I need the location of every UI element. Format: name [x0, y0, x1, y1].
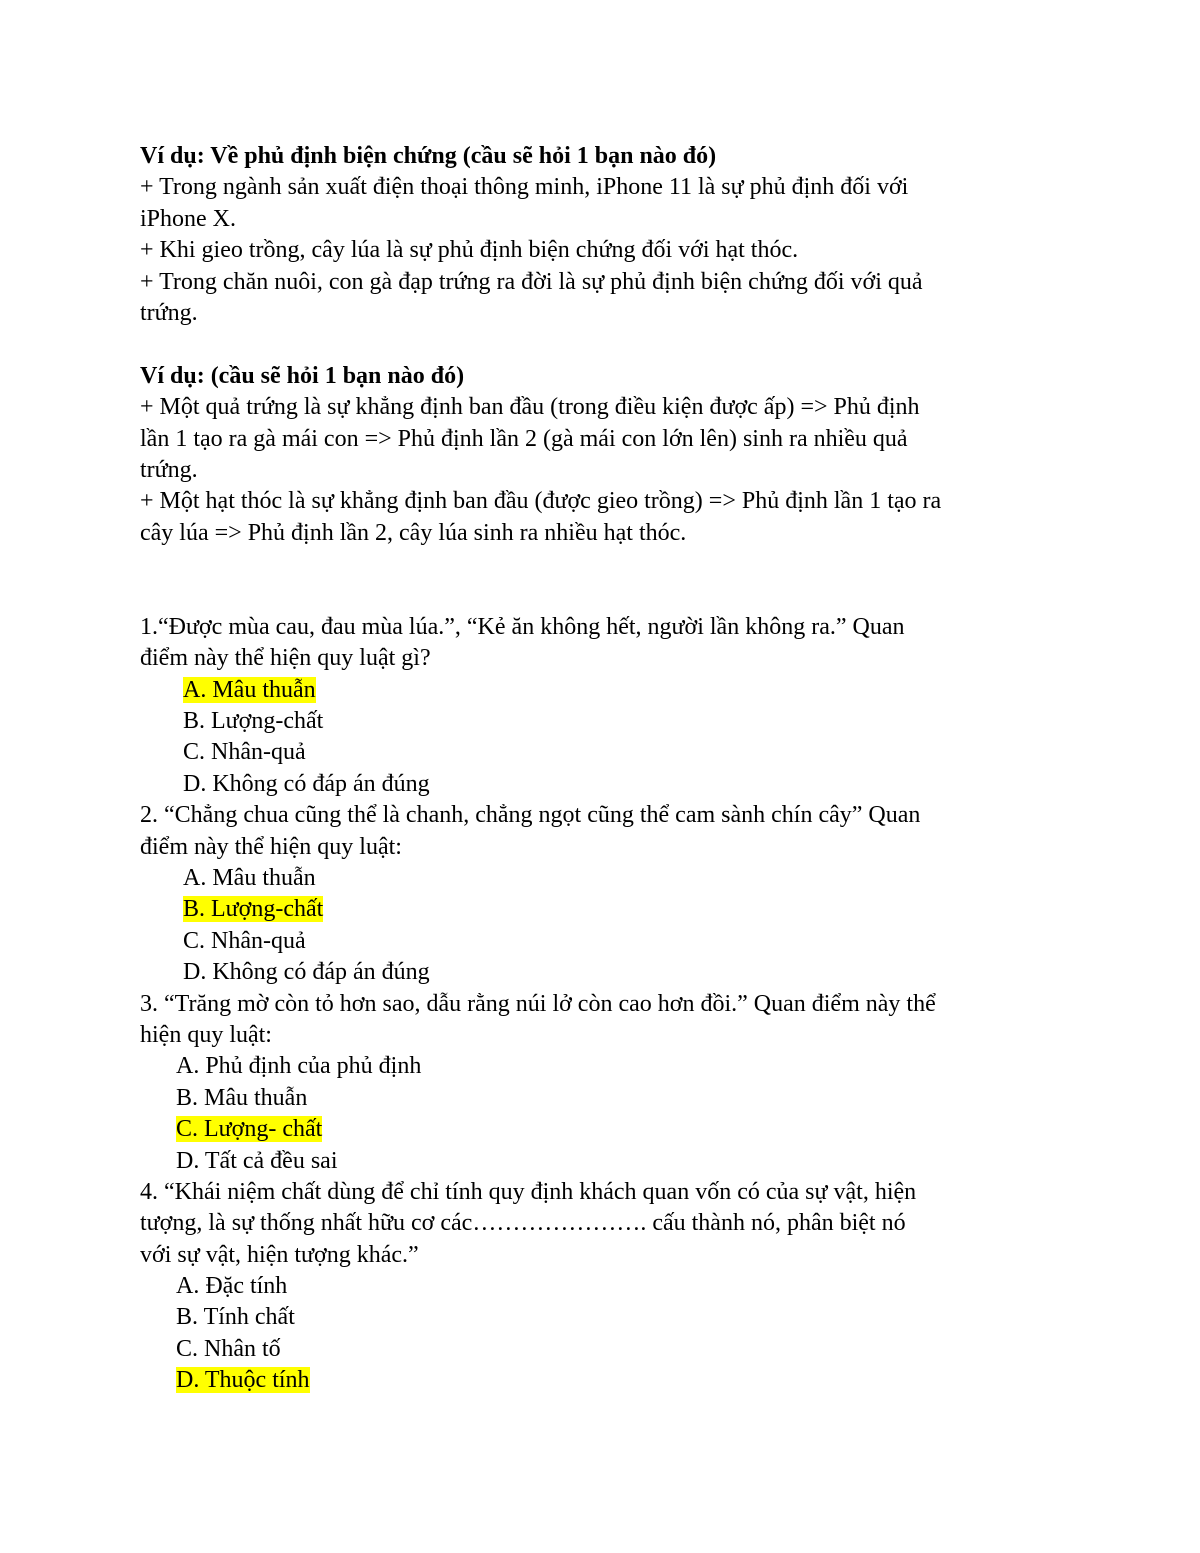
option-a	[140, 675, 1100, 706]
blank-line	[140, 549, 1100, 612]
question-text: điểm này thể hiện quy luật gì?	[140, 645, 431, 672]
option-text: B. Tính chất	[176, 1304, 295, 1331]
question-text: điểm này thể hiện quy luật:	[140, 833, 402, 860]
option-text: D. Không có đáp án đúng	[183, 770, 430, 797]
option-d	[140, 1365, 1100, 1396]
document-content	[140, 141, 1100, 1397]
question-text: hiện quy luật:	[140, 1021, 272, 1048]
highlighted-answer: C. Lượng- chất	[176, 1116, 323, 1143]
option-text: D. Không có đáp án đúng	[183, 959, 430, 986]
option-b	[140, 706, 1100, 737]
option-b	[140, 1302, 1100, 1333]
option-text: C. Nhân-quả	[183, 739, 306, 766]
example1-line: + Trong ngành sản xuất điện thoại thông minh, iPhone 11 là sự phủ định đối với	[140, 174, 909, 201]
option-d	[140, 1146, 1100, 1177]
option-text: B. Mâu thuẫn	[176, 1084, 308, 1111]
question-text: 2. “Chẳng chua cũng thể là chanh, chẳng ngọt cũng thể cam sành chín cây” Quan	[140, 802, 921, 829]
highlighted-answer: B. Lượng-chất	[183, 896, 324, 923]
option-a	[140, 1051, 1100, 1082]
highlighted-answer: A. Mâu thuẫn	[183, 676, 316, 703]
question-1	[140, 612, 1100, 800]
question-text: 1.“Được mùa cau, đau mùa lúa.”, “Kẻ ăn không hết, người lần không ra.” Quan	[140, 613, 905, 640]
question-text: tượng, là sự thống nhất hữu cơ các…………………. cấu thành nó, phân biệt nó	[140, 1210, 906, 1237]
question-text: với sự vật, hiện tượng khác.”	[140, 1241, 419, 1268]
example1-line: trứng.	[140, 299, 198, 326]
option-text: B. Lượng-chất	[183, 708, 324, 735]
example1-line: + Trong chăn nuôi, con gà đạp trứng ra đời là sự phủ định biện chứng đối với quả	[140, 268, 923, 295]
example1-heading: Ví dụ: Về phủ định biện chứng (cầu sẽ hỏi 1 bạn nào đó)	[140, 143, 717, 169]
highlighted-answer: D. Thuộc tính	[176, 1367, 310, 1394]
option-d	[140, 769, 1100, 800]
example2-heading: Ví dụ: (cầu sẽ hỏi 1 bạn nào đó)	[140, 362, 465, 389]
option-d	[140, 957, 1100, 988]
question-4	[140, 1177, 1100, 1397]
option-c	[140, 926, 1100, 957]
question-3	[140, 989, 1100, 1177]
example2-line: lần 1 tạo ra gà mái con => Phủ định lần 2 (gà mái con lớn lên) sinh ra nhiều quả	[140, 425, 908, 452]
question-text: 4. “Khái niệm chất dùng để chỉ tính quy định khách quan vốn có của sự vật, hiện	[140, 1178, 917, 1205]
option-b	[140, 894, 1100, 925]
example2-line: + Một hạt thóc là sự khẳng định ban đầu (được gieo trồng) => Phủ định lần 1 tạo ra	[140, 488, 942, 515]
example2-line: trứng.	[140, 456, 198, 483]
option-text: D. Tất cả đều sai	[176, 1147, 338, 1174]
option-a	[140, 863, 1100, 894]
blank-line	[140, 329, 1100, 360]
option-c	[140, 737, 1100, 768]
option-b	[140, 1083, 1100, 1114]
option-c	[140, 1114, 1100, 1145]
example2-line: cây lúa => Phủ định lần 2, cây lúa sinh ra nhiều hạt thóc.	[140, 519, 687, 546]
option-text: A. Phủ định của phủ định	[176, 1053, 422, 1080]
option-text: A. Mâu thuẫn	[183, 865, 316, 891]
option-a	[140, 1271, 1100, 1302]
option-text: C. Nhân-quả	[183, 927, 306, 954]
option-text: A. Đặc tính	[176, 1273, 288, 1300]
question-2	[140, 800, 1100, 988]
option-c	[140, 1334, 1100, 1365]
example1-line: + Khi gieo trồng, cây lúa là sự phủ định biện chứng đối với hạt thóc.	[140, 237, 799, 264]
option-text: C. Nhân tố	[176, 1335, 281, 1362]
example1-line: iPhone X.	[140, 205, 236, 232]
question-text: 3. “Trăng mờ còn tỏ hơn sao, dẫu rằng núi lở còn cao hơn đồi.” Quan điểm này thể	[140, 990, 936, 1017]
example2-line: + Một quả trứng là sự khẳng định ban đầu (trong điều kiện được ấp) => Phủ định	[140, 394, 920, 421]
